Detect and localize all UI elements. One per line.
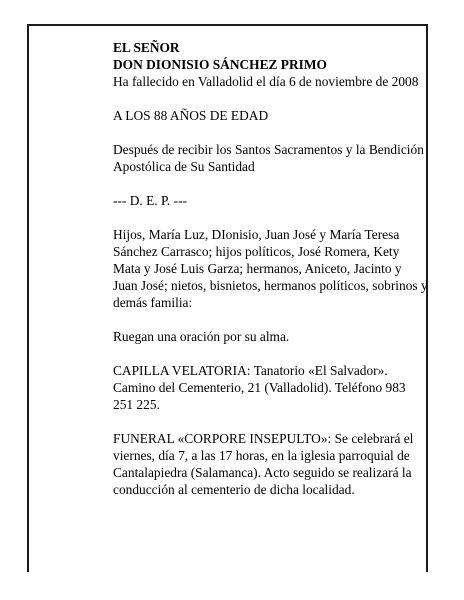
age-statement: A LOS 88 AÑOS DE EDAD: [113, 108, 269, 123]
chapel-info: CAPILLA VELATORIA: Tanatorio «El Salvador». Camino del Cementerio, 21 (Valladolid). Teléfono 983 251 225.: [113, 363, 406, 412]
frame-border-left: [27, 24, 29, 572]
deceased-name: DON DIONISIO SÁNCHEZ PRIMO: [113, 57, 327, 72]
death-statement: Ha fallecido en Valladolid el día 6 de noviembre de 2008: [113, 74, 419, 89]
rip-line: --- D. E. P. ---: [113, 193, 188, 208]
prayer-request: Ruegan una oración por su alma.: [113, 329, 290, 344]
obituary-content: [113, 39, 428, 498]
deceased-title: EL SEÑOR: [113, 40, 180, 55]
frame-border-top: [27, 24, 428, 26]
sacraments-statement: Después de recibir los Santos Sacramentos y la Bendición Apostólica de Su Santidad: [113, 142, 424, 174]
family-paragraph: Hijos, María Luz, DIonisio, Juan José y María Teresa Sánchez Carrasco; hijos políticos, José Romera, Kety Mata y José Luis Garza; hermanos, Aniceto, Jacinto y Juan José; nietos, bisnietos, hermanos políticos, sobrinos y demás familia:: [113, 227, 428, 310]
funeral-info: FUNERAL «CORPORE INSEPULTO»: Se celebrará el viernes, día 7, a las 17 horas, en la iglesia parroquial de Cantalapiedra (Salamanca). Acto seguido se realizará la conducción al cementerio de dicha localidad.: [113, 431, 414, 497]
